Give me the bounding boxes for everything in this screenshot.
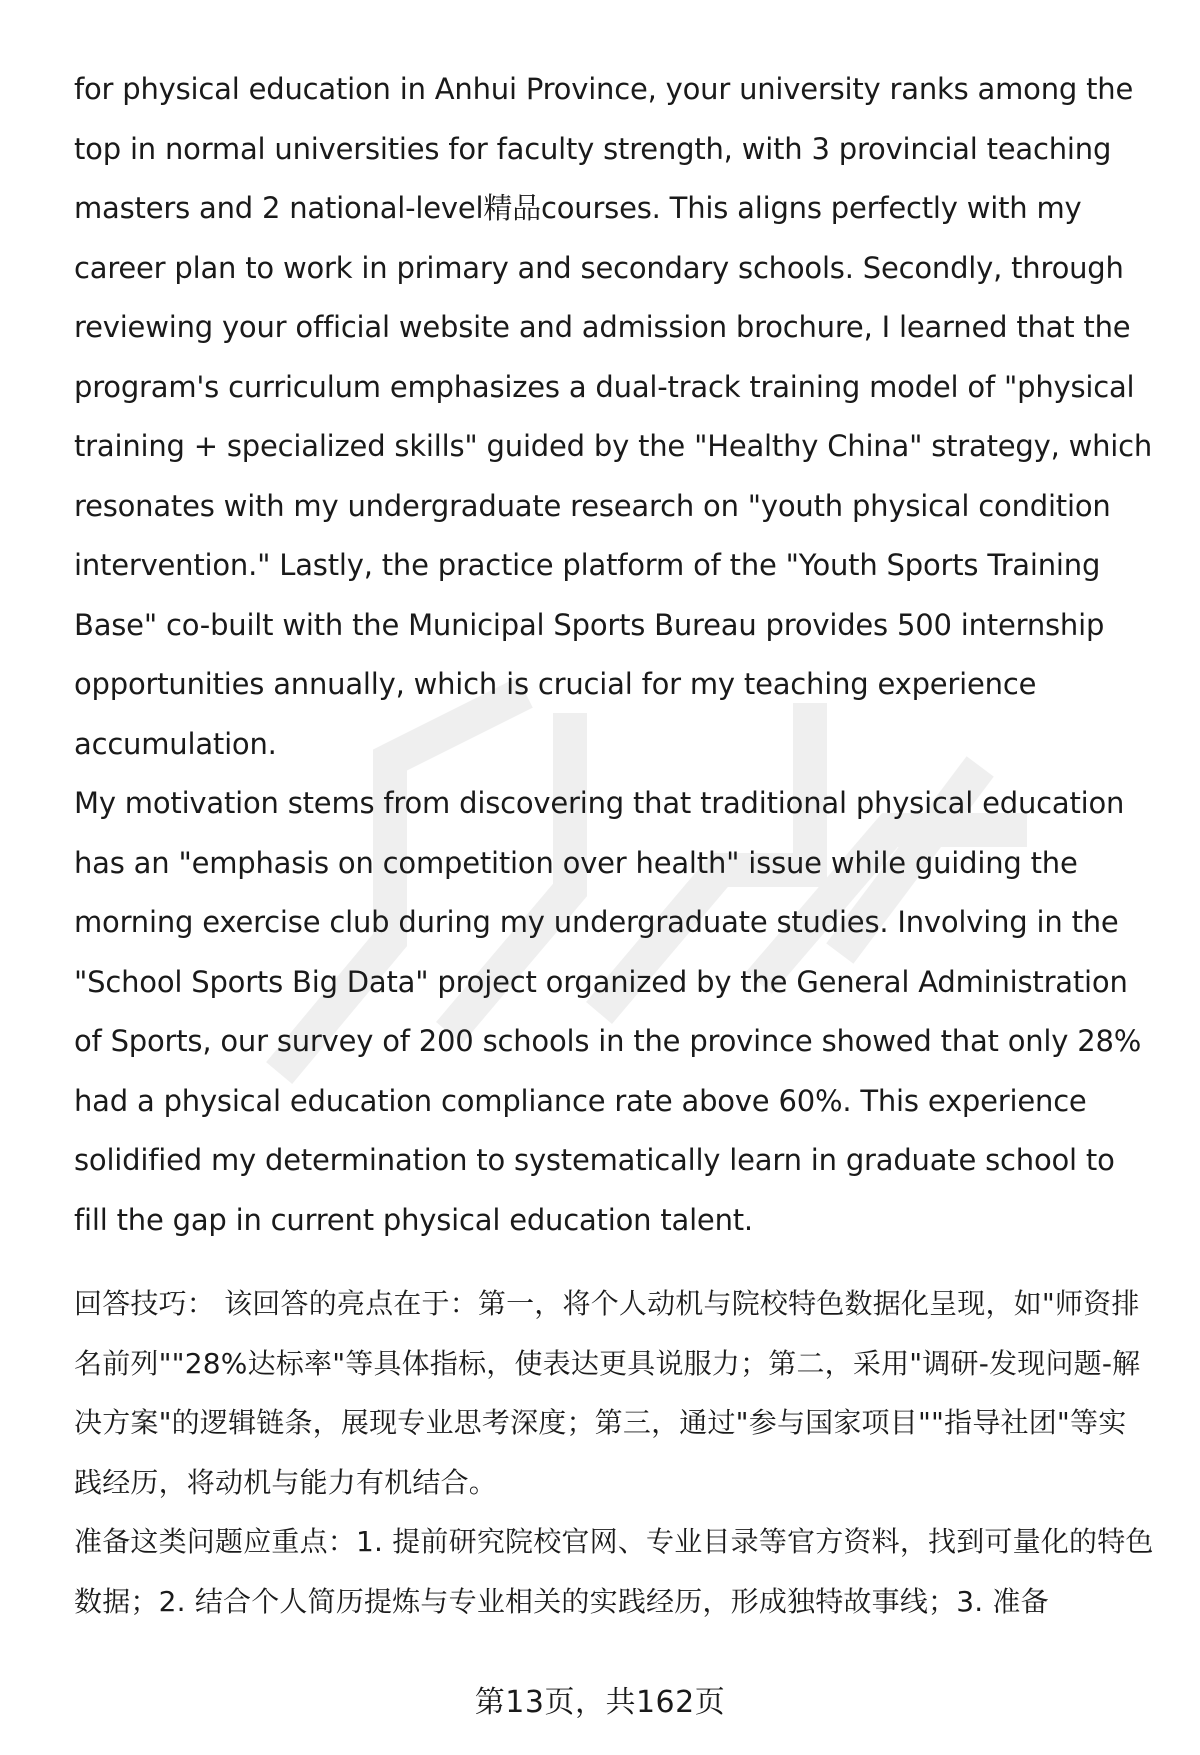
body-paragraph: for physical education in Anhui Province, your university ranks among the top in normal universities for faculty strength, with 3 provincial teaching masters and 2 national-level精品courses. This aligns perfectly with my career plan to work in primary and secondary schools. Secondly, through reviewing your official website and admission brochure, I learned that the program's curriculum emphasizes a dual-track training model of "physical training + specialized skills" guided by the "Healthy China" strategy, which resonates with my undergraduate research on "youth physical condition intervention." Lastly, the practice platform of the "Youth Sports Training Base" co-built with the Municipal Sports Bureau provides 500 internship opportunities annually, which is crucial for my teaching experience accumulation.: [74, 72, 1153, 761]
page-number-footer: 第13页，共162页: [474, 1685, 726, 1720]
answer-tips-section: [74, 1274, 1154, 1631]
preparation-tips-paragraph: 准备这类问题应重点：1. 提前研究院校官网、专业目录等官方资料，找到可量化的特色数据；2. 结合个人简历提炼与专业相关的实践经历，形成独特故事线；3. 准备: [74, 1525, 1154, 1618]
page-body: [74, 60, 1154, 1631]
answer-tips-paragraph: 回答技巧： 该回答的亮点在于：第一，将个人动机与院校特色数据化呈现，如"师资排名前列""28%达标率"等具体指标，使表达更具说服力；第二，采用"调研-发现问题-解决方案"的逻辑链条，展现专业思考深度；第三，通过"参与国家项目""指导社团"等实践经历，将动机与能力有机结合。: [74, 1287, 1141, 1499]
body-paragraph: My motivation stems from discovering that traditional physical education has an "emphasis on competition over health" issue while guiding the morning exercise club during my undergraduate studies. Involving in the "School Sports Big Data" project organized by the General Administration of Sports, our survey of 200 schools in the province showed that only 28% had a physical education compliance rate above 60%. This experience solidified my determination to systematically learn in graduate school to fill the gap in current physical education talent.: [74, 786, 1142, 1237]
